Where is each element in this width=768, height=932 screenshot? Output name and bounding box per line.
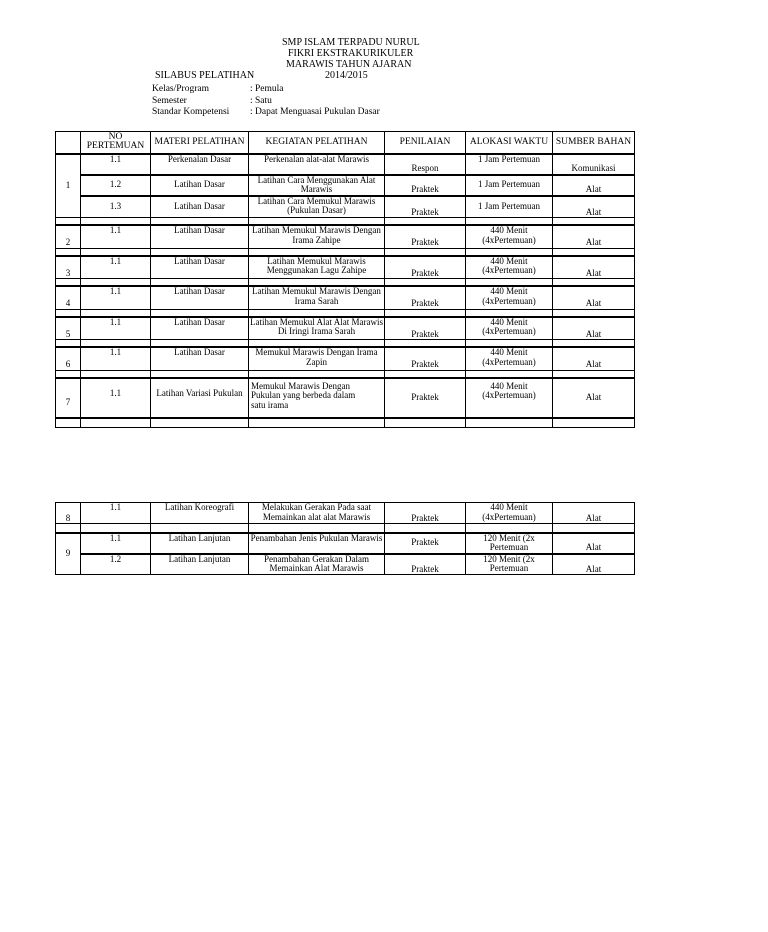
cell-kegiatan: Latihan Memukul Alat Alat Marawis Di Iringi Irama Sarah [249,317,385,340]
cell-penilaian: Praktek [385,317,466,340]
meeting-number: 8 [56,503,81,524]
cell-alokasi: 1 Jam Pertemuan [466,175,553,196]
cell-penilaian: Praktek [385,286,466,309]
cell-kegiatan: Latihan Memukul Marawis Dengan Irama Zahipe [249,225,385,248]
cell-sumber: Alat [553,533,635,554]
spacer-row [56,279,635,287]
cell-kegiatan: Penambahan Jenis Pukulan Marawis [249,533,385,554]
table-row [56,554,635,575]
cell-penilaian: Praktek [385,554,466,575]
cell-no: 1.1 [81,154,151,175]
cell-no: 1.2 [81,554,151,575]
cell-penilaian: Praktek [385,503,466,524]
cell-penilaian: Praktek [385,347,466,370]
silabus-title: SILABUS PELATIHAN [155,70,255,81]
cell-penilaian: Praktek [385,175,466,196]
kelas-label: Kelas/Program [152,84,209,94]
cell-materi: Latihan Dasar [151,347,249,370]
table-row [56,317,635,340]
cell-alokasi: 1 Jam Pertemuan [466,154,553,175]
meeting-number: 9 [56,533,81,575]
cell-no: 1.2 [81,175,151,196]
cell-materi: Latihan Lanjutan [151,554,249,575]
table-row [56,175,635,196]
cell-alokasi: 440 Menit (4xPertemuan) [466,256,553,279]
cell-no: 1.1 [81,347,151,370]
cell-sumber: Alat [553,196,635,218]
cell-materi: Latihan Variasi Pukulan [151,378,249,418]
cell-kegiatan: Memukul Marawis Dengan Pukulan yang berbeda dalam satu irama [249,378,385,418]
table-header-row [56,132,635,154]
cell-penilaian: Praktek [385,196,466,218]
cell-sumber: Alat [553,554,635,575]
spacer-row [56,218,635,226]
cell-no: 1.1 [81,225,151,248]
table-row [56,196,635,218]
cell-sumber: Alat [553,225,635,248]
cell-materi: Perkenalan Dasar [151,154,249,175]
cell-sumber: Komunikasi [553,154,635,175]
header-blank-cell [56,132,81,154]
program-name: FIKRI EKSTRAKURIKULER [288,48,414,59]
table-row [56,533,635,554]
cell-alokasi: 120 Menit (2x Pertemuan [466,554,553,575]
cell-materi: Latihan Dasar [151,256,249,279]
header-no-pertemuan [81,132,151,154]
cell-materi: Latihan Dasar [151,196,249,218]
table-row [56,154,635,175]
standar-kompetensi-label: Standar Kompetensi [152,107,230,117]
spacer-row [56,370,635,378]
cell-no: 1.1 [81,503,151,524]
spacer-row [56,340,635,348]
meeting-number: 3 [56,256,81,279]
cell-sumber: Alat [553,347,635,370]
cell-penilaian: Praktek [385,256,466,279]
standar-kompetensi-value: : Dapat Menguasai Pukulan Dasar [250,107,380,117]
meeting-number: 2 [56,225,81,248]
cell-penilaian: Praktek [385,533,466,554]
cell-no: 1.1 [81,533,151,554]
cell-materi: Latihan Lanjutan [151,533,249,554]
cell-materi: Latihan Dasar [151,286,249,309]
cell-alokasi: 440 Menit (4xPertemuan) [466,225,553,248]
header-no-line1: NO [108,131,123,142]
table-row [56,378,635,418]
cell-kegiatan: Melakukan Gerakan Pada saat Memainkan alat alat Marawis [249,503,385,524]
cell-penilaian: Praktek [385,225,466,248]
header-no-line2: PERTEMUAN [86,141,145,152]
cell-materi: Latihan Koreografi [151,503,249,524]
cell-kegiatan: Latihan Cara Memukul Marawis (Pukulan Dasar) [249,196,385,218]
spacer-row [56,418,635,428]
cell-alokasi: 120 Menit (2x Pertemuan [466,533,553,554]
table-row [56,286,635,309]
syllabus-table [55,131,635,428]
cell-alokasi: 440 Menit (4xPertemuan) [466,347,553,370]
cell-kegiatan: Memukul Marawis Dengan Irama Zapin [249,347,385,370]
spacer-row [56,524,635,533]
cell-alokasi: 440 Menit (4xPertemuan) [466,286,553,309]
cell-sumber: Alat [553,503,635,524]
cell-sumber: Alat [553,256,635,279]
spacer-row [56,248,635,256]
cell-alokasi: 1 Jam Pertemuan [466,196,553,218]
program-year-label: MARAWIS TAHUN AJARAN [286,59,412,70]
meeting-number: 4 [56,286,81,309]
cell-sumber: Alat [553,317,635,340]
meeting-number: 5 [56,317,81,340]
cell-no: 1.1 [81,378,151,418]
header-sumber: SUMBER BAHAN [553,132,635,154]
cell-kegiatan: Penambahan Gerakan Dalam Memainkan Alat Marawis [249,554,385,575]
cell-penilaian: Respon [385,154,466,175]
semester-value: : Satu [250,96,272,106]
academic-year: 2014/2015 [325,70,368,81]
cell-materi: Latihan Dasar [151,175,249,196]
spacer-row [56,309,635,317]
cell-kegiatan: Latihan Memukul Marawis Menggunakan Lagu Zahipe [249,256,385,279]
school-name: SMP ISLAM TERPADU NURUL [282,37,420,48]
cell-no: 1.1 [81,286,151,309]
cell-sumber: Alat [553,175,635,196]
table-row [56,503,635,524]
cell-materi: Latihan Dasar [151,317,249,340]
table-row [56,225,635,248]
meeting-number: 1 [56,154,81,218]
cell-kegiatan: Latihan Memukul Marawis Dengan Irama Sarah [249,286,385,309]
semester-label: Semester [152,96,187,106]
meeting-number: 7 [56,378,81,418]
syllabus-table-continued [55,502,635,575]
meeting-number: 6 [56,347,81,370]
cell-materi: Latihan Dasar [151,225,249,248]
header-materi: MATERI PELATIHAN [151,132,249,154]
cell-penilaian: Praktek [385,378,466,418]
cell-alokasi: 440 Menit (4xPertemuan) [466,503,553,524]
cell-sumber: Alat [553,286,635,309]
cell-kegiatan: Latihan Cara Menggunakan Alat Marawis [249,175,385,196]
cell-no: 1.1 [81,256,151,279]
cell-alokasi: 440 Menit (4xPertemuan) [466,378,553,418]
cell-no: 1.3 [81,196,151,218]
header-penilaian: PENILAIAN [385,132,466,154]
header-kegiatan: KEGIATAN PELATIHAN [249,132,385,154]
cell-kegiatan: Perkenalan alat-alat Marawis [249,154,385,175]
table-row [56,256,635,279]
cell-alokasi: 440 Menit (4xPertemuan) [466,317,553,340]
table-row [56,347,635,370]
cell-sumber: Alat [553,378,635,418]
header-alokasi: ALOKASI WAKTU [466,132,553,154]
kelas-value: : Pemula [250,84,284,94]
cell-no: 1.1 [81,317,151,340]
